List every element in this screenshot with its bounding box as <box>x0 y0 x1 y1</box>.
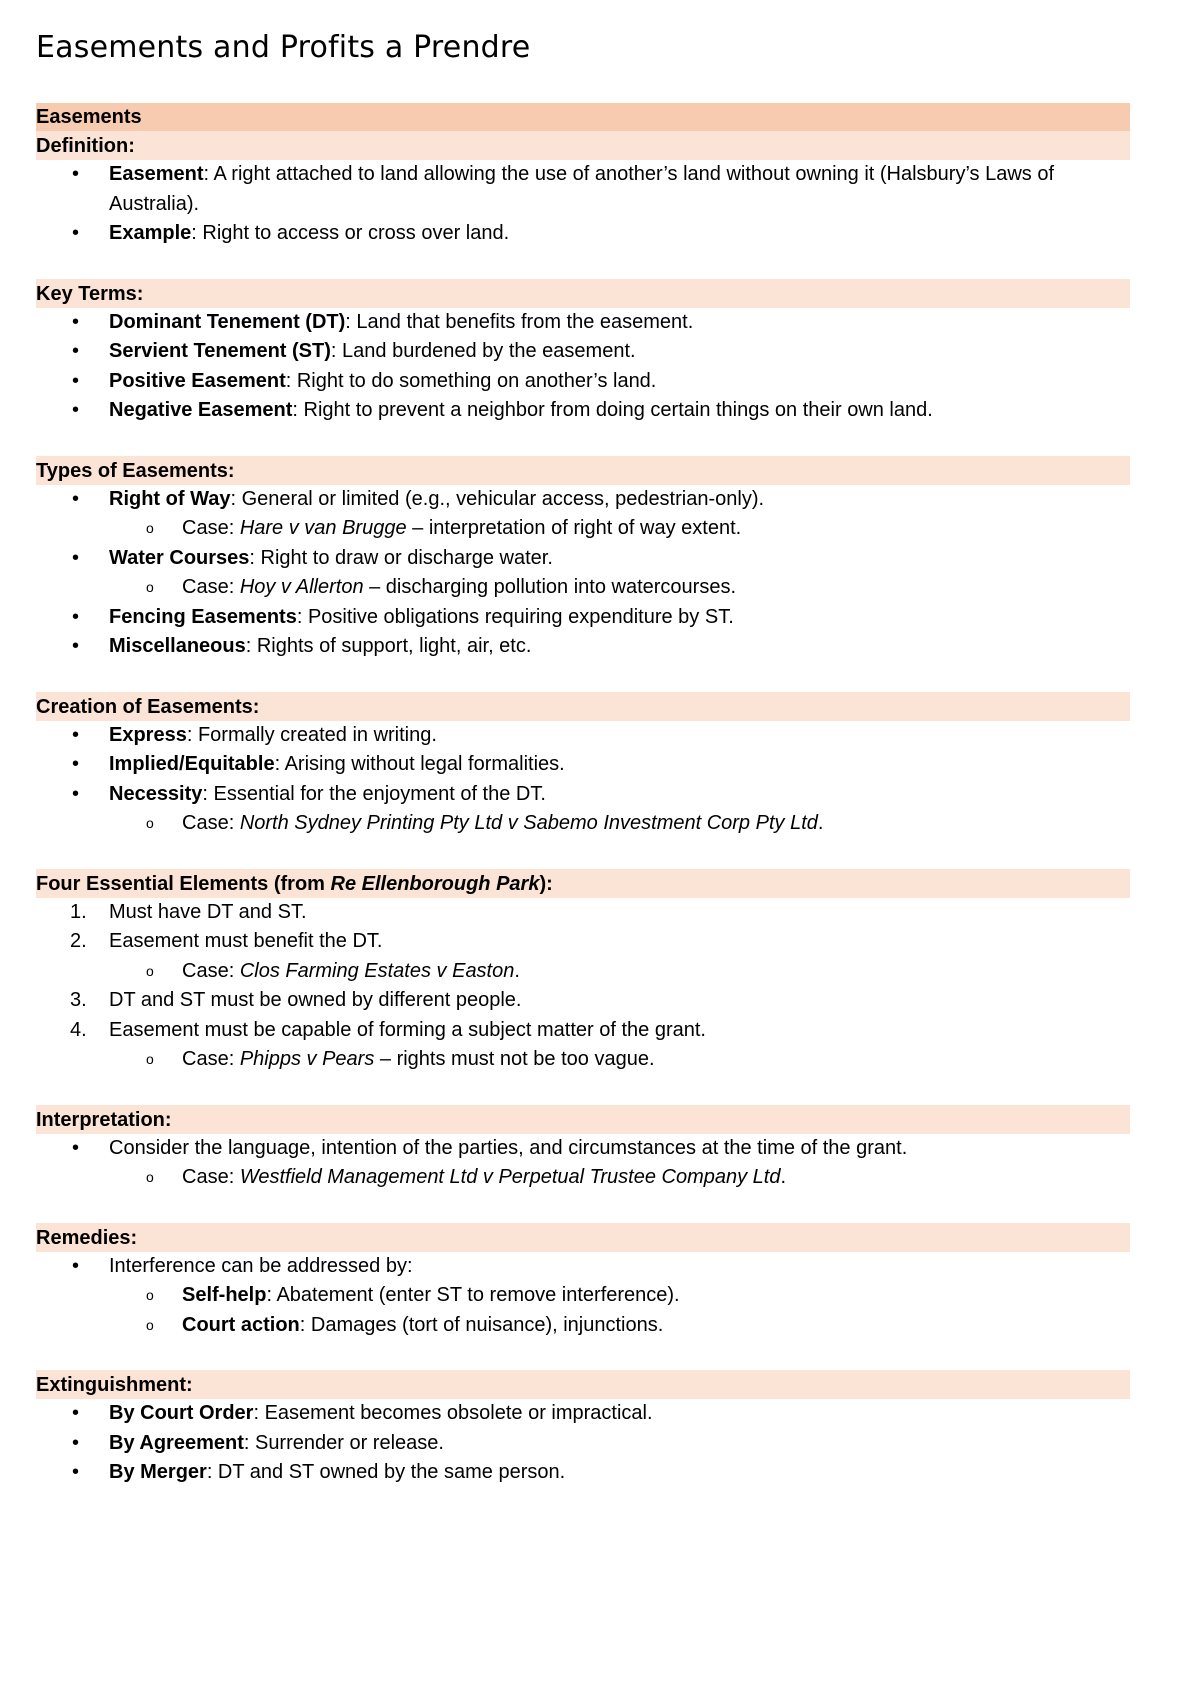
list-item <box>36 898 1130 928</box>
bullet-marker: • <box>72 340 80 362</box>
bullet-marker: • <box>72 605 80 628</box>
heading-creation: Creation of Easements: <box>36 692 1130 721</box>
list-item <box>36 750 1130 780</box>
list-item <box>36 1134 1130 1164</box>
sub-bullet-marker: o <box>146 520 154 536</box>
case-name: Hoy v Allerton <box>239 576 364 598</box>
sub-bullet-marker: o <box>146 815 154 831</box>
list-item <box>36 986 1130 1016</box>
term-text: : Arising without legal formalities. <box>274 753 565 775</box>
number-marker: 1. <box>70 900 87 923</box>
case-name: Clos Farming Estates v Easton <box>239 959 515 982</box>
sub-bullet-marker: o <box>146 1169 154 1185</box>
bullet-marker: • <box>72 1461 80 1483</box>
bullet-marker: • <box>72 310 80 333</box>
term-text: : Damages (tort of nuisance), injunctions. <box>299 1313 664 1336</box>
list-item <box>36 1429 1130 1459</box>
list-item <box>36 1252 1130 1282</box>
list-item <box>36 1458 1130 1488</box>
term-text: : Abatement (enter ST to remove interference). <box>266 1284 680 1306</box>
heading-prefix: Four Essential Elements (from <box>36 872 331 895</box>
list-item <box>36 337 1130 367</box>
term-text: : Essential for the enjoyment of the DT. <box>202 782 546 805</box>
spacer <box>36 839 1130 869</box>
heading-essential-elements <box>36 869 1130 898</box>
bullet-marker: • <box>72 753 80 775</box>
item-text: Easement must be capable of forming a subject matter of the grant. <box>109 1018 706 1041</box>
term-text: : A right attached to land allowing the use of another’s land without owning it (Halsbury’s Laws of Australia). <box>109 163 1055 215</box>
term-text: : Surrender or release. <box>243 1431 444 1454</box>
item-text: Must have DT and ST. <box>109 900 307 923</box>
list-item <box>36 1016 1130 1046</box>
list-item <box>36 544 1130 574</box>
heading-types: Types of Easements: <box>36 456 1130 485</box>
case-prefix: Case: <box>182 576 240 598</box>
list-item <box>36 1399 1130 1429</box>
case-prefix: Case: <box>182 959 240 982</box>
case-name: North Sydney Printing Pty Ltd v Sabemo Investment Corp Pty Ltd <box>239 812 818 834</box>
elements-list <box>36 898 1130 1075</box>
item-text: Easement must benefit the DT. <box>109 930 383 952</box>
creation-list <box>36 721 1130 839</box>
term-label: Miscellaneous <box>109 635 246 657</box>
term-text: : General or limited (e.g., vehicular access, pedestrian-only). <box>230 487 765 510</box>
term-label: Servient Tenement (ST) <box>109 340 331 362</box>
sub-list-item <box>36 1163 1130 1193</box>
term-label: Court action <box>182 1313 300 1336</box>
case-name: Westfield Management Ltd v Perpetual Trustee Company Ltd <box>239 1166 781 1188</box>
term-text: : Easement becomes obsolete or impractical. <box>253 1402 653 1424</box>
sub-list-item <box>36 809 1130 839</box>
term-text: : Land that benefits from the easement. <box>345 310 694 333</box>
heading-suffix: ): <box>539 872 553 895</box>
list-item <box>36 632 1130 662</box>
term-label: Example <box>109 222 192 244</box>
bullet-marker: • <box>72 1136 80 1159</box>
case-text: – discharging pollution into watercourses. <box>363 576 736 598</box>
case-text: – interpretation of right of way extent. <box>406 517 742 539</box>
case-name: Phipps v Pears <box>239 1048 375 1070</box>
sub-list-item <box>36 573 1130 603</box>
heading-remedies: Remedies: <box>36 1223 1130 1252</box>
spacer <box>36 426 1130 456</box>
list-item <box>36 219 1130 249</box>
bullet-marker: • <box>72 1254 80 1277</box>
case-prefix: Case: <box>182 812 240 834</box>
spacer <box>36 249 1130 279</box>
heading-key-terms: Key Terms: <box>36 279 1130 308</box>
sub-list-item <box>36 957 1130 987</box>
list-item <box>36 603 1130 633</box>
spacer <box>36 1340 1130 1370</box>
remedies-list <box>36 1252 1130 1341</box>
bullet-marker: • <box>72 1431 80 1454</box>
case-text: . <box>817 812 824 834</box>
list-item <box>36 721 1130 751</box>
case-prefix: Case: <box>182 1166 240 1188</box>
page-title: Easements and Profits a Prendre <box>36 30 531 65</box>
bullet-marker: • <box>72 399 80 421</box>
term-label: Self-help <box>182 1284 267 1306</box>
section-heading-easements: Easements <box>36 103 1130 131</box>
term-text: : Formally created in writing. <box>186 723 437 746</box>
bullet-marker: • <box>72 782 80 805</box>
list-item <box>36 485 1130 515</box>
term-label: Express <box>109 723 187 746</box>
bullet-marker: • <box>72 546 80 569</box>
spacer <box>36 1193 1130 1223</box>
term-label: By Court Order <box>109 1402 254 1424</box>
sub-list-item <box>36 1045 1130 1075</box>
number-marker: 2. <box>70 930 87 952</box>
item-text: DT and ST must be owned by different people. <box>109 989 522 1011</box>
sub-bullet-marker: o <box>146 1287 154 1303</box>
key-terms-list <box>36 308 1130 426</box>
case-text: . <box>514 959 520 982</box>
term-label: Negative Easement <box>109 399 293 421</box>
bullet-marker: • <box>72 487 80 510</box>
list-item <box>36 780 1130 810</box>
case-prefix: Case: <box>182 517 240 539</box>
heading-definition: Definition: <box>36 131 1130 160</box>
case-prefix: Case: <box>182 1048 240 1070</box>
list-item <box>36 160 1130 219</box>
sub-bullet-marker: o <box>146 1316 154 1333</box>
bullet-marker: • <box>72 1402 80 1424</box>
case-text: – rights must not be too vague. <box>374 1048 655 1070</box>
sub-bullet-marker: o <box>146 579 154 595</box>
interpretation-list <box>36 1134 1130 1193</box>
bullet-marker: • <box>72 369 80 392</box>
case-name: Hare v van Brugge <box>239 517 407 539</box>
case-text: . <box>780 1166 787 1188</box>
types-list <box>36 485 1130 662</box>
list-item <box>36 367 1130 397</box>
list-item <box>36 308 1130 338</box>
definition-list <box>36 160 1130 249</box>
term-label: Easement <box>109 163 204 185</box>
extinguishment-list <box>36 1399 1130 1488</box>
sub-list-item <box>36 514 1130 544</box>
term-label: Right of Way <box>109 487 231 510</box>
term-label: Dominant Tenement (DT) <box>109 310 346 333</box>
spacer <box>36 662 1130 692</box>
list-item <box>36 927 1130 957</box>
number-marker: 4. <box>70 1018 87 1041</box>
case-name: Re Ellenborough Park <box>330 872 540 895</box>
heading-extinguishment: Extinguishment: <box>36 1370 1130 1399</box>
sub-bullet-marker: o <box>146 962 154 979</box>
term-text: : Positive obligations requiring expenditure by ST. <box>296 605 734 628</box>
document-body <box>36 103 1130 1488</box>
term-text: : Land burdened by the easement. <box>330 340 636 362</box>
term-label: By Merger <box>109 1461 207 1483</box>
bullet-marker: • <box>72 163 80 185</box>
sub-list-item <box>36 1311 1130 1341</box>
term-label: Implied/Equitable <box>109 753 275 775</box>
term-label: Water Courses <box>109 546 250 569</box>
number-marker: 3. <box>70 989 87 1011</box>
bullet-marker: • <box>72 635 80 657</box>
list-item <box>36 396 1130 426</box>
sub-bullet-marker: o <box>146 1051 154 1067</box>
term-label: Fencing Easements <box>109 605 297 628</box>
item-text: Consider the language, intention of the parties, and circumstances at the time of the grant. <box>109 1136 908 1159</box>
item-text: Interference can be addressed by: <box>109 1254 413 1277</box>
spacer <box>36 1075 1130 1105</box>
term-label: By Agreement <box>109 1431 244 1454</box>
term-label: Positive Easement <box>109 369 286 392</box>
term-text: : Right to access or cross over land. <box>191 222 510 244</box>
sub-list-item <box>36 1281 1130 1311</box>
term-label: Necessity <box>109 782 203 805</box>
heading-interpretation: Interpretation: <box>36 1105 1130 1134</box>
term-text: : Right to prevent a neighbor from doing certain things on their own land. <box>292 399 933 421</box>
bullet-marker: • <box>72 723 80 746</box>
bullet-marker: • <box>72 222 80 244</box>
term-text: : Right to draw or discharge water. <box>249 546 553 569</box>
term-text: : Rights of support, light, air, etc. <box>245 635 532 657</box>
term-text: : Right to do something on another’s land. <box>285 369 657 392</box>
term-text: : DT and ST owned by the same person. <box>206 1461 566 1483</box>
